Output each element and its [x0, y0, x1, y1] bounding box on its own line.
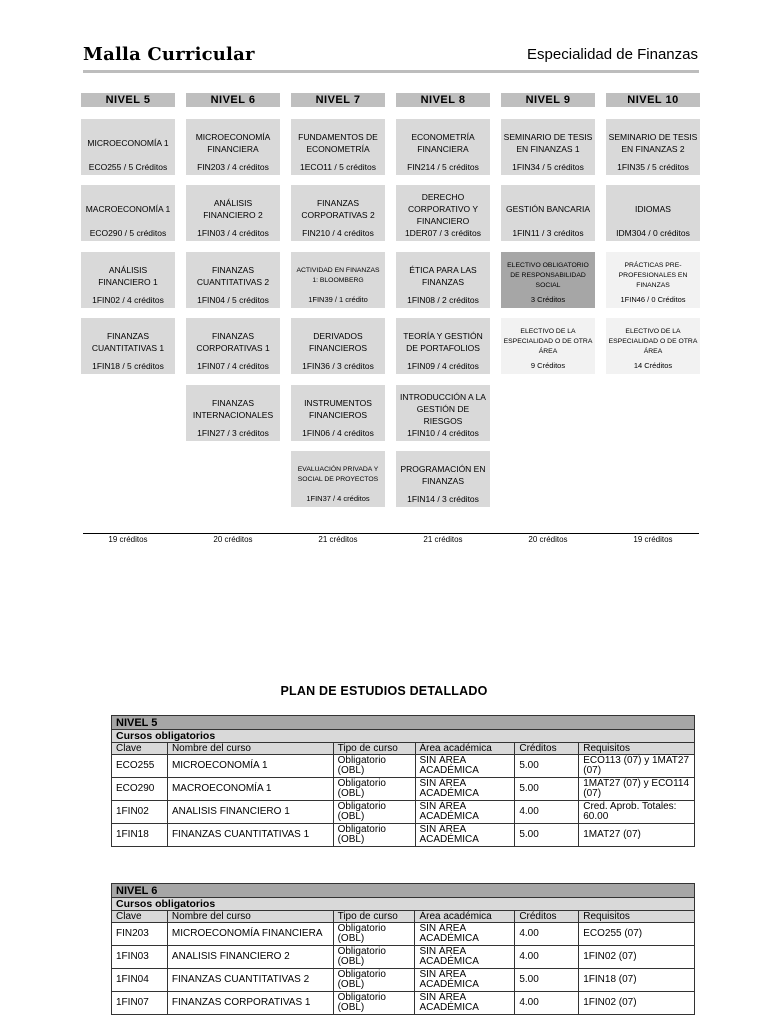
course-code-credits: IDM304 / 0 créditos: [616, 228, 690, 238]
table-cell: 1MAT27 (07) y ECO114 (07): [579, 778, 695, 801]
plan-title: PLAN DE ESTUDIOS DETALLADO: [280, 684, 488, 698]
table-cell: 1FIN02 (07): [579, 946, 695, 969]
table-cell: Obligatorio (OBL): [333, 755, 415, 778]
column-header: Nombre del curso: [167, 743, 333, 755]
course-code-credits: 1FIN27 / 3 créditos: [197, 428, 269, 438]
table-row: [112, 755, 695, 778]
course-card: [501, 119, 595, 175]
course-card: [396, 252, 490, 308]
table-cell: Obligatorio (OBL): [333, 992, 415, 1015]
course-card: [606, 318, 700, 374]
column-header: Requisitos: [579, 743, 695, 755]
table-cell: SIN ÁREA ACADÉMICA: [415, 801, 515, 824]
column-header: Requisitos: [579, 911, 695, 923]
table-cell: SIN ÁREA ACADÉMICA: [415, 824, 515, 847]
table-cell: MICROECONOMÍA 1: [167, 755, 333, 778]
table-cell: ANALISIS FINANCIERO 2: [167, 946, 333, 969]
table-cell: SIN ÁREA ACADÉMICA: [415, 755, 515, 778]
course-code-credits: FIN203 / 4 créditos: [197, 162, 269, 172]
course-name: ELECTIVO DE LA ESPECIALIDAD O DE OTRA ÁREA: [608, 327, 698, 355]
totals-divider: [83, 533, 699, 534]
table-row: [112, 923, 695, 946]
table-cell: SIN ÁREA ACADÉMICA: [415, 992, 515, 1015]
course-card: [606, 252, 700, 308]
table-cell: ECO113 (07) y 1MAT27 (07): [579, 755, 695, 778]
level-total-credits: 19 créditos: [633, 535, 673, 544]
course-code-credits: 1FIN10 / 4 créditos: [407, 428, 479, 438]
level-header: NIVEL 6: [186, 93, 280, 107]
course-card: [81, 119, 175, 175]
course-name: PRÁCTICAS PRE-PROFESIONALES EN FINANZAS: [618, 261, 688, 289]
table-cell: FINANZAS CORPORATIVAS 1: [167, 992, 333, 1015]
course-code-credits: 1FIN09 / 4 créditos: [407, 361, 479, 371]
course-code-credits: ECO255 / 5 Créditos: [88, 162, 168, 172]
table-cell: Obligatorio (OBL): [333, 969, 415, 992]
column-header: Clave: [112, 743, 168, 755]
level-header: NIVEL 8: [396, 93, 490, 107]
course-card: [396, 385, 490, 441]
table-row: [112, 946, 695, 969]
course-card: [501, 252, 595, 308]
table-cell: MICROECONOMÍA FINANCIERA: [167, 923, 333, 946]
course-card: [396, 451, 490, 507]
plan-table: [111, 883, 695, 1015]
course-code-credits: 1FIN03 / 4 créditos: [197, 228, 269, 238]
table-cell: 1FIN02 (07): [579, 992, 695, 1015]
course-code-credits: FIN210 / 4 créditos: [302, 228, 374, 238]
course-code-credits: FIN214 / 5 créditos: [407, 162, 479, 172]
column-header: Créditos: [515, 743, 579, 755]
level-header: NIVEL 9: [501, 93, 595, 107]
table-cell: ECO290: [112, 778, 168, 801]
table-row: [112, 778, 695, 801]
level-total-credits: 19 créditos: [108, 535, 148, 544]
course-card: [396, 119, 490, 175]
course-name: MICROECONOMÍA 1: [87, 137, 169, 148]
course-code-credits: 1FIN02 / 4 créditos: [92, 295, 164, 305]
table-cell: Obligatorio (OBL): [333, 946, 415, 969]
table-cell: Obligatorio (OBL): [333, 801, 415, 824]
course-card: [291, 252, 385, 308]
course-code-credits: 1FIN08 / 2 créditos: [407, 295, 479, 305]
course-name: ECONOMETRÍA FINANCIERA: [411, 131, 475, 154]
table-cell: 1FIN02: [112, 801, 168, 824]
course-card: [501, 185, 595, 241]
document-title: Malla Curricular: [83, 44, 255, 65]
course-name: INSTRUMENTOS FINANCIEROS: [304, 397, 372, 420]
column-header: Tipo de curso: [333, 743, 415, 755]
course-card: [291, 119, 385, 175]
course-code-credits: 3 Créditos: [530, 295, 566, 304]
table-row: [112, 801, 695, 824]
course-code-credits: 1FIN11 / 3 créditos: [512, 228, 584, 238]
course-name: INTRODUCCIÓN A LA GESTIÓN DE RIESGOS: [400, 391, 486, 426]
course-name: FINANZAS CUANTITATIVAS 2: [196, 264, 270, 287]
column-header: Área académica: [415, 911, 515, 923]
course-name: PROGRAMACIÓN EN FINANZAS: [400, 463, 486, 486]
course-name: ELECTIVO DE LA ESPECIALIDAD O DE OTRA ÁREA: [503, 327, 593, 355]
course-name: MICROECONOMÍA FINANCIERA: [195, 131, 271, 154]
course-card: [291, 318, 385, 374]
column-header: Tipo de curso: [333, 911, 415, 923]
course-code-credits: 1FIN06 / 4 créditos: [302, 428, 374, 438]
table-cell: 4.00: [515, 923, 579, 946]
table-cell: 5.00: [515, 824, 579, 847]
table-cell: SIN ÁREA ACADÉMICA: [415, 778, 515, 801]
table-cell: FINANZAS CUANTITATIVAS 1: [167, 824, 333, 847]
level-total-credits: 20 créditos: [213, 535, 253, 544]
course-card: [606, 119, 700, 175]
course-code-credits: 1FIN04 / 5 créditos: [197, 295, 269, 305]
plan-column-headers: [112, 911, 695, 923]
table-cell: 1FIN03: [112, 946, 168, 969]
course-card: [81, 252, 175, 308]
level-total-credits: 20 créditos: [528, 535, 568, 544]
plan-table: [111, 715, 695, 847]
header-divider: [83, 70, 699, 73]
course-name: DERIVADOS FINANCIEROS: [308, 330, 368, 353]
course-name: FUNDAMENTOS DE ECONOMETRÍA: [298, 131, 378, 154]
table-row: [112, 824, 695, 847]
course-name: FINANZAS CORPORATIVAS 1: [196, 330, 270, 353]
course-code-credits: 1DER07 / 3 créditos: [404, 228, 482, 238]
table-cell: 4.00: [515, 992, 579, 1015]
course-name: ELECTIVO OBLIGATORIO DE RESPONSABILIDAD SOCIAL: [507, 261, 589, 289]
table-cell: Cred. Aprob. Totales: 60.00: [579, 801, 695, 824]
course-name: SEMINARIO DE TESIS EN FINANZAS 1: [503, 131, 593, 154]
table-cell: 1FIN18 (07): [579, 969, 695, 992]
course-code-credits: 1FIN37 / 4 créditos: [306, 494, 370, 503]
course-code-credits: 1FIN14 / 3 créditos: [407, 494, 479, 504]
table-row: [112, 969, 695, 992]
course-code-credits: 9 Créditos: [530, 361, 566, 370]
plan-level-title: NIVEL 6: [112, 884, 695, 898]
course-card: [606, 185, 700, 241]
level-header: NIVEL 10: [606, 93, 700, 107]
course-name: IDIOMAS: [635, 203, 671, 214]
table-cell: 5.00: [515, 755, 579, 778]
table-cell: 5.00: [515, 969, 579, 992]
table-cell: 4.00: [515, 801, 579, 824]
table-cell: 1FIN04: [112, 969, 168, 992]
plan-level-title: NIVEL 5: [112, 716, 695, 730]
course-name: EVALUACIÓN PRIVADA Y SOCIAL DE PROYECTOS: [297, 465, 379, 483]
table-cell: 4.00: [515, 946, 579, 969]
column-header: Clave: [112, 911, 168, 923]
table-cell: MACROECONOMÍA 1: [167, 778, 333, 801]
level-header: NIVEL 5: [81, 93, 175, 107]
course-card: [396, 318, 490, 374]
course-card: [186, 119, 280, 175]
table-cell: Obligatorio (OBL): [333, 824, 415, 847]
course-name: MACROECONOMÍA 1: [85, 203, 171, 214]
table-cell: Obligatorio (OBL): [333, 923, 415, 946]
course-name: FINANZAS CORPORATIVAS 2: [301, 197, 375, 220]
course-code-credits: 1FIN18 / 5 créditos: [92, 361, 164, 371]
course-name: TEORÍA Y GESTIÓN DE PORTAFOLIOS: [403, 330, 483, 353]
course-card: [186, 385, 280, 441]
table-cell: FINANZAS CUANTITATIVAS 2: [167, 969, 333, 992]
course-name: GESTIÓN BANCARIA: [505, 203, 591, 214]
course-card: [291, 385, 385, 441]
course-card: [81, 185, 175, 241]
level-total-credits: 21 créditos: [318, 535, 358, 544]
table-cell: SIN ÁREA ACADÉMICA: [415, 969, 515, 992]
table-cell: ANALISIS FINANCIERO 1: [167, 801, 333, 824]
table-cell: ECO255: [112, 755, 168, 778]
course-card: [186, 318, 280, 374]
plan-column-headers: [112, 743, 695, 755]
table-row: [112, 992, 695, 1015]
course-code-credits: 1FIN39 / 1 crédito: [308, 295, 368, 304]
plan-section-title: Cursos obligatorios: [112, 730, 695, 743]
course-name: ANÁLISIS FINANCIERO 2: [203, 197, 263, 220]
course-code-credits: ECO290 / 5 créditos: [89, 228, 167, 238]
table-cell: 5.00: [515, 778, 579, 801]
course-card: [186, 252, 280, 308]
course-card: [291, 185, 385, 241]
course-card: [186, 185, 280, 241]
table-cell: 1MAT27 (07): [579, 824, 695, 847]
course-code-credits: 1FIN35 / 5 créditos: [617, 162, 689, 172]
course-code-credits: 1FIN46 / 0 Créditos: [620, 295, 686, 304]
course-name: FINANZAS INTERNACIONALES: [192, 397, 274, 420]
table-cell: SIN ÁREA ACADÉMICA: [415, 923, 515, 946]
document-subtitle: Especialidad de Finanzas: [527, 46, 698, 63]
table-cell: 1FIN07: [112, 992, 168, 1015]
course-name: ACTIVIDAD EN FINANZAS 1: BLOOMBERG: [296, 266, 380, 284]
course-card: [81, 318, 175, 374]
column-header: Área académica: [415, 743, 515, 755]
course-code-credits: 14 Créditos: [633, 361, 673, 370]
course-code-credits: 1FIN36 / 3 créditos: [302, 361, 374, 371]
course-name: ANÁLISIS FINANCIERO 1: [98, 264, 158, 287]
column-header: Nombre del curso: [167, 911, 333, 923]
course-card: [396, 185, 490, 241]
course-name: SEMINARIO DE TESIS EN FINANZAS 2: [608, 131, 698, 154]
course-card: [291, 451, 385, 507]
column-header: Créditos: [515, 911, 579, 923]
table-cell: ECO255 (07): [579, 923, 695, 946]
table-cell: FIN203: [112, 923, 168, 946]
plan-section-title: Cursos obligatorios: [112, 898, 695, 911]
course-code-credits: 1FIN34 / 5 créditos: [512, 162, 584, 172]
course-name: ÉTICA PARA LAS FINANZAS: [409, 264, 477, 287]
level-header: NIVEL 7: [291, 93, 385, 107]
course-code-credits: 1ECO11 / 5 créditos: [300, 162, 376, 172]
table-cell: 1FIN18: [112, 824, 168, 847]
course-name: DERECHO CORPORATIVO Y FINANCIERO: [407, 191, 479, 226]
level-total-credits: 21 créditos: [423, 535, 463, 544]
table-cell: Obligatorio (OBL): [333, 778, 415, 801]
course-name: FINANZAS CUANTITATIVAS 1: [91, 330, 165, 353]
course-code-credits: 1FIN07 / 4 créditos: [197, 361, 269, 371]
table-cell: SIN ÁREA ACADÉMICA: [415, 946, 515, 969]
course-card: [501, 318, 595, 374]
